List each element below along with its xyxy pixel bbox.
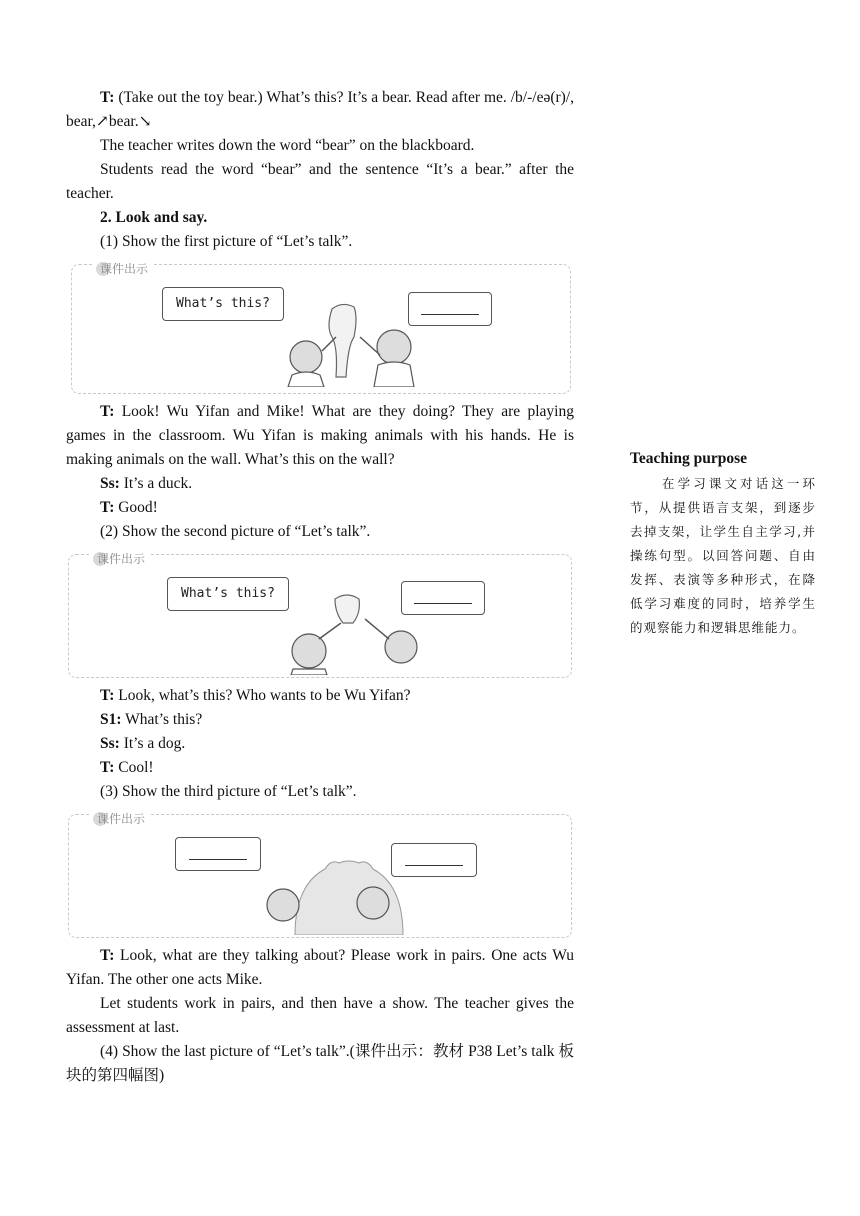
paragraph: T: Cool! (100, 759, 154, 776)
step-text: (1) Show the first picture of “Let’s talk”. (100, 233, 353, 250)
paragraph: Ss: It’s a dog. (100, 735, 186, 752)
section-heading: 2. Look and say. (100, 209, 208, 226)
speech-bubble-question: What’s this? (162, 287, 284, 321)
paragraph: T: Good! (100, 499, 158, 516)
step-text: (4) Show the last picture of “Let’s talk”.(课件出示：教材 P38 Let’s talk 板块的第四幅图) (66, 1043, 574, 1084)
speech-bubble-blank (175, 837, 261, 871)
paragraph: Students read the word “bear” and the sentence “It’s a bear.” after the teacher. (66, 161, 574, 202)
paragraph: S1: What’s this? (100, 711, 203, 728)
main-column (66, 86, 574, 1088)
sidebar-text: 在学习课文对话这一环节，从提供语言支架，到逐步去掉支架，让学生自主学习,并操练句型。以回答问题、自由发挥、表演等多种形式，在降低学习难度的同时，培养学生的观察能力和逻辑思维能力。 (630, 476, 816, 635)
courseware-tag: 课件出示 (92, 256, 152, 281)
courseware-figure-3 (68, 811, 572, 938)
speaker-label: T: (100, 89, 115, 106)
sidebar-note (630, 450, 816, 640)
step-text: (2) Show the second picture of “Let’s talk”. (100, 523, 371, 540)
paragraph: Ss: It’s a duck. (100, 475, 193, 492)
paragraph (66, 86, 574, 134)
paragraph: T: Look! Wu Yifan and Mike! What are they doing? They are playing games in the classroom. Wu Yifan is making animals with his hands. He is making animals on the wall. What’s this on the wall? (66, 403, 574, 468)
courseware-figure-1 (71, 261, 571, 394)
kids-illustration-icon (279, 589, 429, 675)
sidebar-title: Teaching purpose (630, 450, 747, 467)
paragraph: T: Look, what’s this? Who wants to be Wu Yifan? (100, 687, 411, 704)
bear-shadow-illustration-icon (255, 855, 415, 935)
dialogue-text: (Take out the toy bear.) What’s this? It’s a bear. Read after me. /b/-/eə(r)/, bear,↗bear.↘ (66, 89, 574, 130)
courseware-figure-2 (68, 551, 572, 678)
paragraph: T: Look, what are they talking about? Please work in pairs. One acts Wu Yifan. The other one acts Mike. (66, 947, 574, 988)
courseware-tag: 课件出示 (89, 806, 149, 831)
paragraph: The teacher writes down the word “bear” on the blackboard. (100, 137, 475, 154)
kids-illustration-icon (272, 295, 422, 387)
paragraph: Let students work in pairs, and then have a show. The teacher gives the assessment at last. (66, 995, 574, 1036)
step-text: (3) Show the third picture of “Let’s talk”. (100, 783, 357, 800)
speech-bubble-question: What’s this? (167, 577, 289, 611)
courseware-tag: 课件出示 (89, 546, 149, 571)
